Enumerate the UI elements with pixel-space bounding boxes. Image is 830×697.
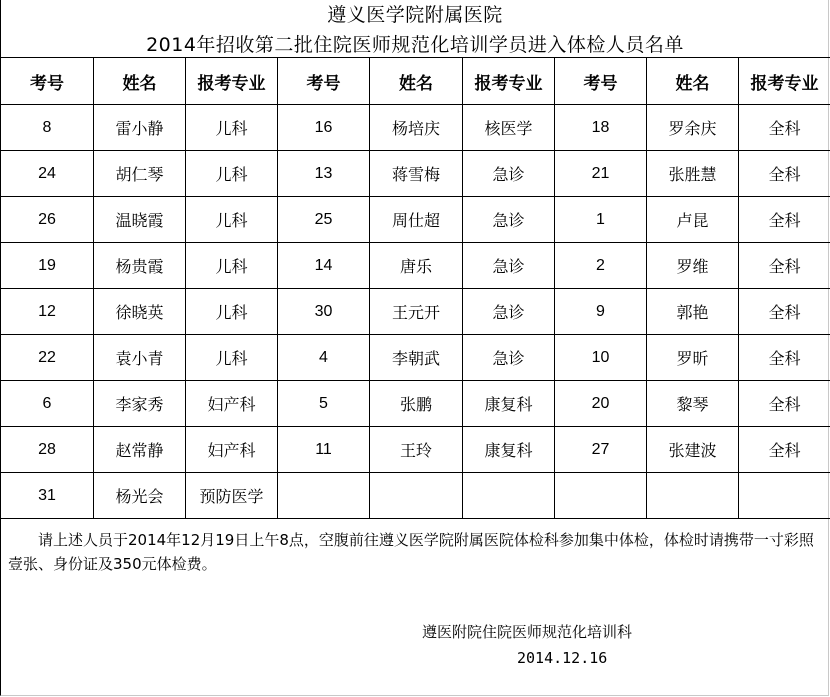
- candidate-name-cell: 雷小静: [94, 105, 186, 151]
- specialty-cell: 康复科: [463, 381, 555, 427]
- specialty-cell: 儿科: [186, 197, 278, 243]
- candidate-name-cell: [370, 473, 463, 519]
- table-row: [1, 335, 830, 381]
- specialty-cell: 全科: [739, 151, 830, 197]
- candidate-name-cell: 杨光会: [94, 473, 186, 519]
- candidate-name-cell: 张鹏: [370, 381, 463, 427]
- candidate-name-cell: 蒋雪梅: [370, 151, 463, 197]
- table-row: [1, 381, 830, 427]
- candidate-name-cell: 赵常静: [94, 427, 186, 473]
- specialty-cell: 儿科: [186, 289, 278, 335]
- exam-number-cell: 14: [278, 243, 370, 289]
- exam-number-cell: 20: [555, 381, 647, 427]
- table-row: [1, 289, 830, 335]
- candidate-name-cell: 卢昆: [647, 197, 739, 243]
- specialty-cell: 核医学: [463, 105, 555, 151]
- document-subtitle: 2014年招收第二批住院医师规范化培训学员进入体检人员名单: [146, 34, 684, 56]
- candidate-name-cell: 周仕超: [370, 197, 463, 243]
- candidate-name-cell: 王元开: [370, 289, 463, 335]
- specialty-cell: [739, 473, 830, 519]
- exam-number-cell: 6: [1, 381, 94, 427]
- exam-number-cell: 13: [278, 151, 370, 197]
- specialty-cell: 全科: [739, 381, 830, 427]
- table-row: [1, 427, 830, 473]
- specialty-cell: 全科: [739, 197, 830, 243]
- candidate-name-cell: 黎琴: [647, 381, 739, 427]
- specialty-cell: 急诊: [463, 335, 555, 381]
- candidate-name-cell: 罗余庆: [647, 105, 739, 151]
- column-header-exam-number: 考号: [278, 58, 370, 105]
- candidate-name-cell: 王玲: [370, 427, 463, 473]
- exam-number-cell: [278, 473, 370, 519]
- table-row: [1, 105, 830, 151]
- column-header-specialty: 报考专业: [739, 58, 830, 105]
- column-header-name: 姓名: [94, 58, 186, 105]
- specialty-cell: 预防医学: [186, 473, 278, 519]
- specialty-cell: 儿科: [186, 243, 278, 289]
- table-row: [1, 197, 830, 243]
- exam-number-cell: 28: [1, 427, 94, 473]
- specialty-cell: 全科: [739, 289, 830, 335]
- candidate-name-cell: 唐乐: [370, 243, 463, 289]
- exam-number-cell: 18: [555, 105, 647, 151]
- exam-notice: 请上述人员于2014年12月19日上午8点，空腹前往遵义医学院附属医院体检科参加集中体检，体检时请携带一寸彩照壹张、身份证及350元体检费。: [8, 531, 814, 573]
- exam-number-cell: 11: [278, 427, 370, 473]
- specialty-cell: 儿科: [186, 151, 278, 197]
- specialty-cell: 康复科: [463, 427, 555, 473]
- specialty-cell: 急诊: [463, 243, 555, 289]
- exam-number-cell: 31: [1, 473, 94, 519]
- exam-number-cell: 2: [555, 243, 647, 289]
- candidate-name-cell: 张建波: [647, 427, 739, 473]
- candidate-name-cell: [647, 473, 739, 519]
- column-header-specialty: 报考专业: [186, 58, 278, 105]
- exam-number-cell: [555, 473, 647, 519]
- candidate-name-cell: 杨贵霞: [94, 243, 186, 289]
- candidate-name-cell: 胡仁琴: [94, 151, 186, 197]
- candidate-name-cell: 袁小青: [94, 335, 186, 381]
- specialty-cell: [463, 473, 555, 519]
- specialty-cell: 急诊: [463, 289, 555, 335]
- exam-number-cell: 9: [555, 289, 647, 335]
- exam-number-cell: 12: [1, 289, 94, 335]
- document-title: 遵义医学院附属医院: [327, 4, 503, 26]
- specialty-cell: 全科: [739, 243, 830, 289]
- exam-number-cell: 30: [278, 289, 370, 335]
- table-row: [1, 151, 830, 197]
- exam-number-cell: 4: [278, 335, 370, 381]
- candidate-name-cell: 罗维: [647, 243, 739, 289]
- specialty-cell: 妇产科: [186, 427, 278, 473]
- candidate-table: [0, 57, 830, 519]
- exam-number-cell: 25: [278, 197, 370, 243]
- exam-number-cell: 26: [1, 197, 94, 243]
- candidate-name-cell: 徐晓英: [94, 289, 186, 335]
- column-header-name: 姓名: [647, 58, 739, 105]
- specialty-cell: 急诊: [463, 151, 555, 197]
- candidate-name-cell: 张胜慧: [647, 151, 739, 197]
- candidate-name-cell: 罗昕: [647, 335, 739, 381]
- candidate-name-cell: 李朝武: [370, 335, 463, 381]
- column-header-specialty: 报考专业: [463, 58, 555, 105]
- exam-number-cell: 1: [555, 197, 647, 243]
- specialty-cell: 全科: [739, 105, 830, 151]
- exam-number-cell: 19: [1, 243, 94, 289]
- specialty-cell: 全科: [739, 335, 830, 381]
- exam-number-cell: 8: [1, 105, 94, 151]
- specialty-cell: 全科: [739, 427, 830, 473]
- table-header-row: [1, 58, 830, 105]
- exam-number-cell: 5: [278, 381, 370, 427]
- exam-number-cell: 22: [1, 335, 94, 381]
- candidate-name-cell: 温晓霞: [94, 197, 186, 243]
- column-header-exam-number: 考号: [555, 58, 647, 105]
- specialty-cell: 急诊: [463, 197, 555, 243]
- column-header-name: 姓名: [370, 58, 463, 105]
- candidate-name-cell: 杨培庆: [370, 105, 463, 151]
- candidate-name-cell: 郭艳: [647, 289, 739, 335]
- exam-number-cell: 21: [555, 151, 647, 197]
- column-header-exam-number: 考号: [1, 58, 94, 105]
- exam-number-cell: 27: [555, 427, 647, 473]
- table-row: [1, 243, 830, 289]
- issue-date: 2014.12.16: [517, 649, 608, 667]
- specialty-cell: 妇产科: [186, 381, 278, 427]
- exam-number-cell: 10: [555, 335, 647, 381]
- specialty-cell: 儿科: [186, 335, 278, 381]
- table-row: [1, 473, 830, 519]
- candidate-name-cell: 李家秀: [94, 381, 186, 427]
- issuing-department: 遵医附院住院医师规范化培训科: [422, 623, 633, 641]
- exam-number-cell: 24: [1, 151, 94, 197]
- exam-number-cell: 16: [278, 105, 370, 151]
- specialty-cell: 儿科: [186, 105, 278, 151]
